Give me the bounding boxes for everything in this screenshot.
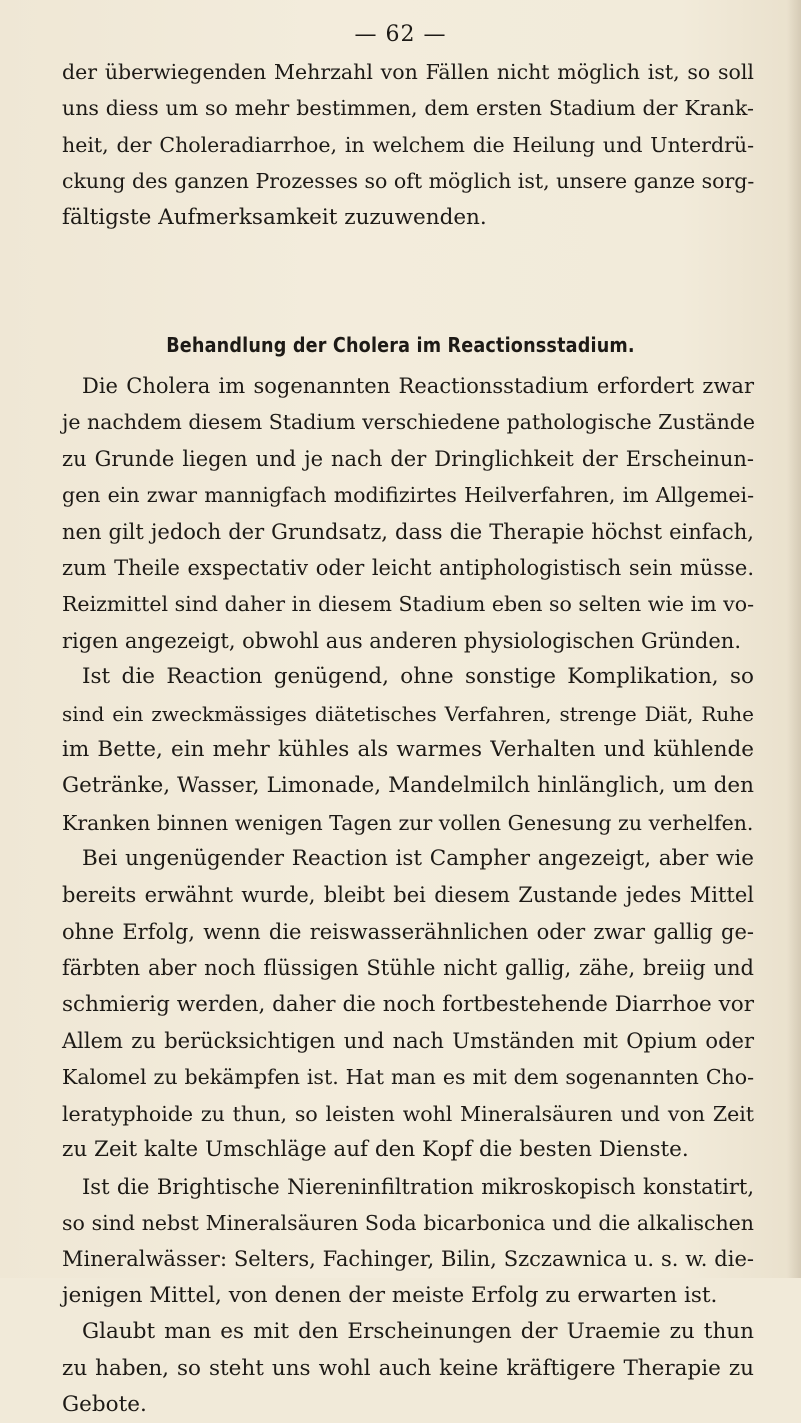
text-line: leratyphoide zu thun, so leisten wohl Mineralsäuren und von Zeit — [62, 1101, 754, 1126]
text-line: Kalomel zu bekämpfen ist. Hat man es mit dem sogenannten Cho- — [62, 1065, 754, 1090]
text-line: sind ein zweckmässiges diätetisches Verfahren, strenge Diät, Ruhe — [62, 701, 754, 726]
page-number: — 62 — — [354, 22, 447, 47]
text-line: jenigen Mittel, von denen der meiste Erfolg zu erwarten ist. — [62, 1282, 718, 1308]
text-line: zu Zeit kalte Umschläge auf den Kopf die besten Dienste. — [62, 1137, 689, 1163]
text-line: Reizmittel sind daher in diesem Stadium eben so selten wie im vo- — [62, 592, 754, 617]
text-line: Ist die Reaction genügend, ohne sonstige Komplikation, so — [82, 664, 754, 690]
text-line: zu Grunde liegen und je nach der Dringlichkeit der Erscheinun- — [62, 446, 754, 471]
text-line: Ist die Brightische Niereninfiltration mikroskopisch konstatirt, — [82, 1174, 754, 1199]
text-line: nen gilt jedoch der Grundsatz, dass die Therapie höchst einfach, — [62, 519, 754, 544]
text-line: heit, der Choleradiarrhoe, in welchem die Heilung und Unterdrü- — [62, 132, 754, 157]
text-line: bereits erwähnt wurde, bleibt bei diesem Zustande jedes Mittel — [62, 883, 754, 908]
text-line: so sind nebst Mineralsäuren Soda bicarbonica und die alkalischen — [62, 1210, 754, 1235]
text-line: Die Cholera im sogenannten Reactionsstadium erfordert zwar — [82, 374, 754, 398]
text-line: Gebote. — [62, 1391, 147, 1417]
text-line: fältigste Aufmerksamkeit zuzuwenden. — [62, 204, 487, 230]
text-line: Bei ungenügender Reaction ist Campher angezeigt, aber wie — [82, 846, 754, 872]
text-line: schmierig werden, daher die noch fortbestehende Diarrhoe vor — [62, 991, 754, 1017]
text-line: je nachdem diesem Stadium verschiedene pathologische Zustände — [62, 410, 756, 435]
text-line: ckung des ganzen Prozesses so oft möglich ist, unsere ganze sorg- — [62, 169, 755, 194]
text-line: rigen angezeigt, obwohl aus anderen physiologischen Gründen. — [62, 628, 741, 653]
text-line: uns diess um so mehr bestimmen, dem ersten Stadium der Krank- — [62, 96, 754, 121]
text-line: im Bette, ein mehr kühles als warmes Verhalten und kühlende — [62, 736, 754, 762]
text-line: gen ein zwar mannigfach modifizirtes Heilverfahren, im Allgemei- — [62, 483, 754, 508]
text-line: der überwiegenden Mehrzahl von Fällen nicht möglich ist, so soll — [62, 60, 754, 84]
text-line: Getränke, Wasser, Limonade, Mandelmilch hinlänglich, um den — [62, 773, 754, 799]
section-heading: Behandlung der Cholera im Reactionsstadium. — [166, 333, 635, 357]
text-line: färbten aber noch flüssigen Stühle nicht gallig, zähe, breiig und — [62, 956, 754, 981]
text-line: zum Theile exspectativ oder leicht antiphologistisch sein müsse. — [62, 555, 754, 580]
text-line: Kranken binnen wenigen Tagen zur vollen Genesung zu verhelfen. — [62, 810, 754, 835]
intro-paragraph — [62, 54, 754, 236]
section-body — [62, 368, 754, 1423]
text-line: Allem zu berücksichtigen und nach Umständen mit Opium oder — [62, 1029, 754, 1054]
text-line: zu haben, so steht uns wohl auch keine kräftigere Therapie zu — [62, 1355, 754, 1381]
page-edge-shadow — [787, 0, 801, 1278]
text-line: ohne Erfolg, wenn die reiswasserähnlichen oder zwar gallig ge- — [62, 919, 754, 944]
text-line: Glaubt man es mit den Erscheinungen der Uraemie zu thun — [82, 1319, 754, 1345]
text-line: Mineralwässer: Selters, Fachinger, Bilin, Szczawnica u. s. w. die- — [62, 1247, 754, 1272]
